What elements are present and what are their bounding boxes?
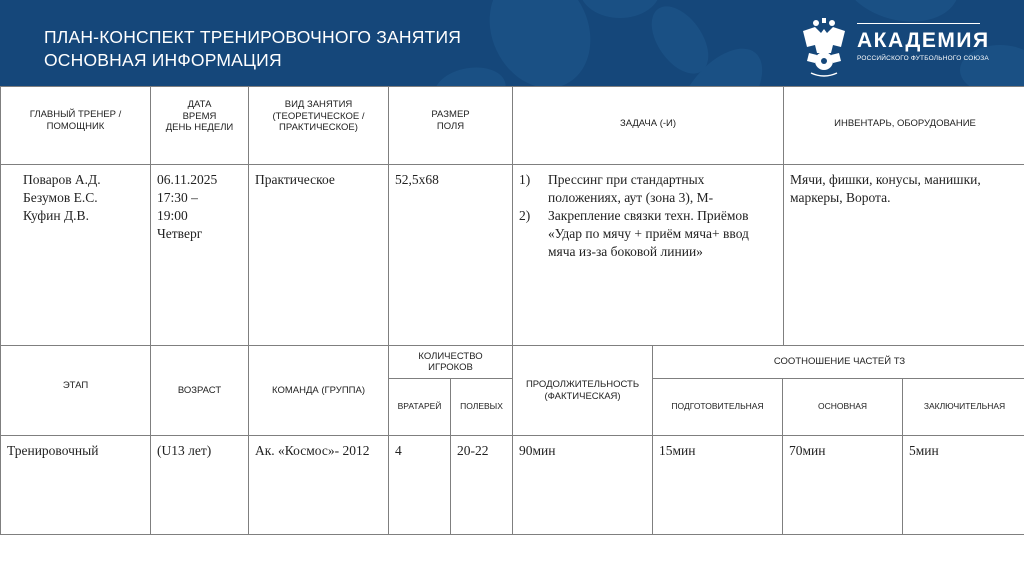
header-date: ДАТА ВРЕМЯ ДЕНЬ НЕДЕЛИ [151,87,249,165]
logo-divider [857,23,980,24]
field-size-cell: 52,5x68 [389,165,513,346]
header-tasks: ЗАДАЧА (-И) [513,87,784,165]
list-item: 2) Закрепление связки техн. Приёмов «Удар по мячу + приём мяча+ ввод мяча из-за боковой линии» [519,208,749,259]
header-age: ВОЗРАСТ [151,346,249,436]
age-cell: (U13 лет) [151,436,249,535]
preparatory-cell: 15мин [653,436,783,535]
eagle-ball-emblem-icon [801,17,847,79]
header-final-part: ЗАКЛЮЧИТЕЛЬНАЯ [903,379,1024,436]
table-row [1,436,1024,535]
main-part-cell: 70мин [783,436,903,535]
header-team: КОМАНДА (ГРУППА) [249,346,389,436]
session-details-table [0,345,1024,535]
table-header-row [1,87,1024,165]
logo-name: АКАДЕМИЯ [857,29,990,52]
equipment-cell: Мячи, фишки, конусы, манишки, маркеры, Ворота. [784,165,1024,346]
header-parts-ratio: СООТНОШЕНИЕ ЧАСТЕЙ ТЗ [653,346,1024,379]
stage-cell: Тренировочный [1,436,151,535]
table-row [1,165,1024,346]
header-goalkeepers: ВРАТАРЕЙ [389,379,451,436]
header-equipment: ИНВЕНТАРЬ, ОБОРУДОВАНИЕ [784,87,1024,165]
header-banner [0,0,1024,86]
table-header-row [1,346,1024,379]
coaches-cell: Поваров А.Д. Безумов Е.С. Куфин Д.В. [1,165,151,346]
header-field-size: РАЗМЕР ПОЛЯ [389,87,513,165]
logo-subtitle: РОССИЙСКОГО ФУТБОЛЬНОГО СОЮЗА [857,55,989,62]
header-duration: ПРОДОЛЖИТЕЛЬНОСТЬ (ФАКТИЧЕСКАЯ) [513,346,653,436]
title-line-2: ОСНОВНАЯ ИНФОРМАЦИЯ [44,50,282,70]
team-cell: Ак. «Космос»- 2012 [249,436,389,535]
field-players-cell: 20-22 [451,436,513,535]
header-field-players: ПОЛЕВЫХ [451,379,513,436]
header-session-type: ВИД ЗАНЯТИЯ (ТЕОРЕТИЧЕСКОЕ / ПРАКТИЧЕСКОЕ) [249,87,389,165]
main-info-table [0,86,1024,346]
duration-cell: 90мин [513,436,653,535]
header-players-count: КОЛИЧЕСТВО ИГРОКОВ [389,346,513,379]
header-main-part: ОСНОВНАЯ [783,379,903,436]
final-part-cell: 5мин [903,436,1024,535]
page-title [44,26,461,72]
session-type-cell: Практическое [249,165,389,346]
header-stage: ЭТАП [1,346,151,436]
tasks-cell [513,165,784,346]
title-line-1: ПЛАН-КОНСПЕКТ ТРЕНИРОВОЧНОГО ЗАНЯТИЯ [44,27,462,47]
header-preparatory: ПОДГОТОВИТЕЛЬНАЯ [653,379,783,436]
goalkeepers-cell: 4 [389,436,451,535]
header-coach: ГЛАВНЫЙ ТРЕНЕР / ПОМОЩНИК [1,87,151,165]
list-item: 1) Прессинг при стандартных положениях, аут (зона 3), М- [519,172,714,205]
date-cell: 06.11.2025 17:30 – 19:00 Четверг [151,165,249,346]
